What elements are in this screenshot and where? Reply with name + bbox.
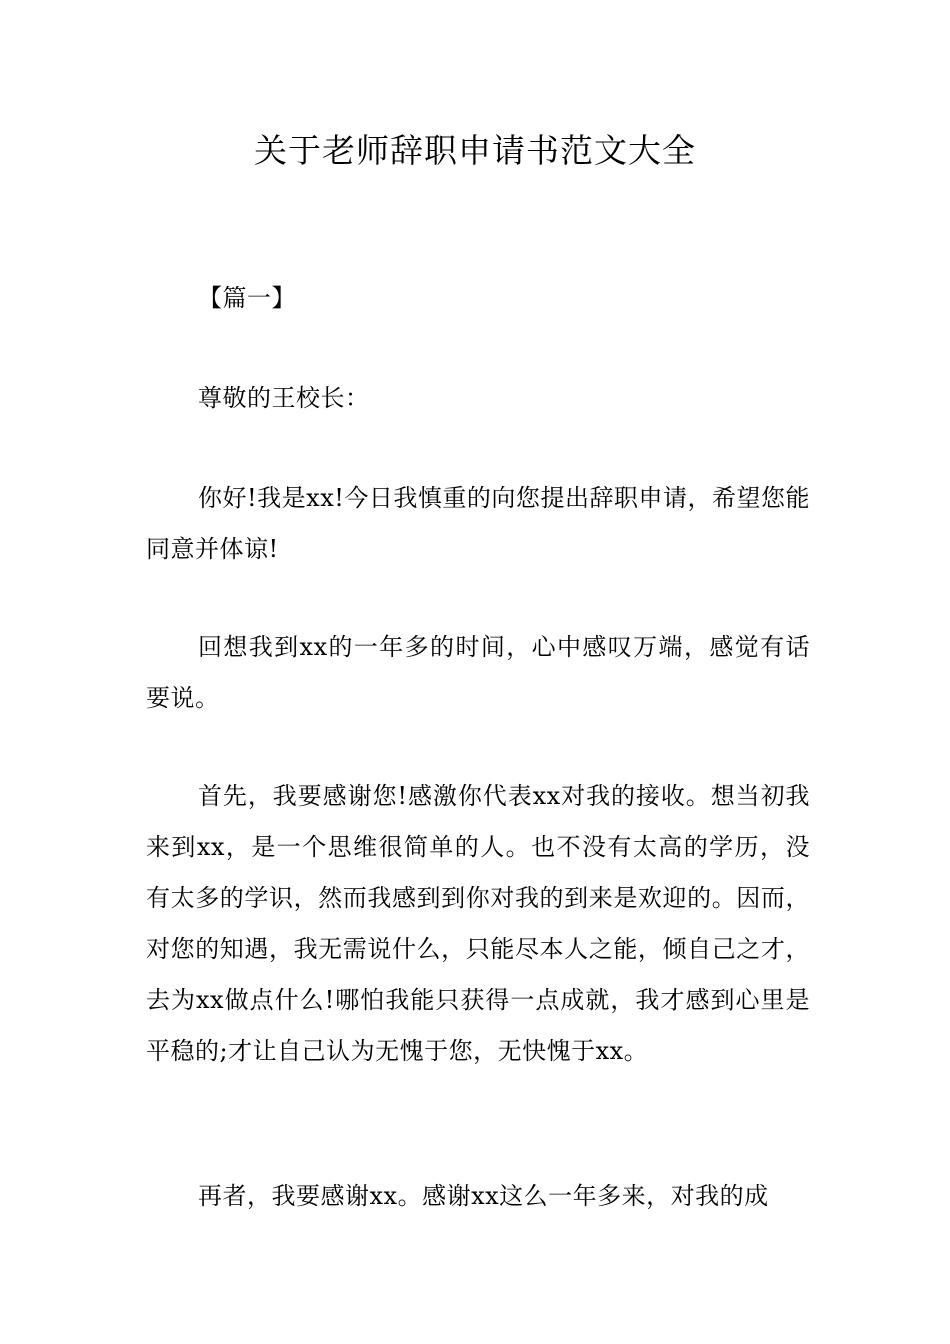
paragraph-3: 首先，我要感谢您!感激你代表xx对我的接收。想当初我来到xx，是一个思维很简单的人。也不没有太高的学历，没有太多的学识，然而我感到到你对我的到来是欢迎的。因而，对您的知遇，我无需说什么，只能尽本人之能，倾自己之才，去为xx做点什么!哪怕我能只获得一点成就，我才感到心里是平稳的;才让自己认为无愧于您，无快愧于xx。 [146,782,810,1065]
section-heading: 【篇一】 [198,284,296,312]
paragraph-4: 再者，我要感谢xx。感谢xx这么一年多来，对我的成 [198,1182,769,1210]
paragraph-1: 你好!我是xx!今日我慎重的向您提出辞职申请，希望您能同意并体谅! [146,484,810,563]
salutation: 尊敬的王校长： [198,384,370,412]
paragraph-2: 回想我到xx的一年多的时间，心中感叹万端，感觉有话要说。 [146,633,810,712]
document-title: 关于老师辞职申请书范文大全 [254,131,696,170]
